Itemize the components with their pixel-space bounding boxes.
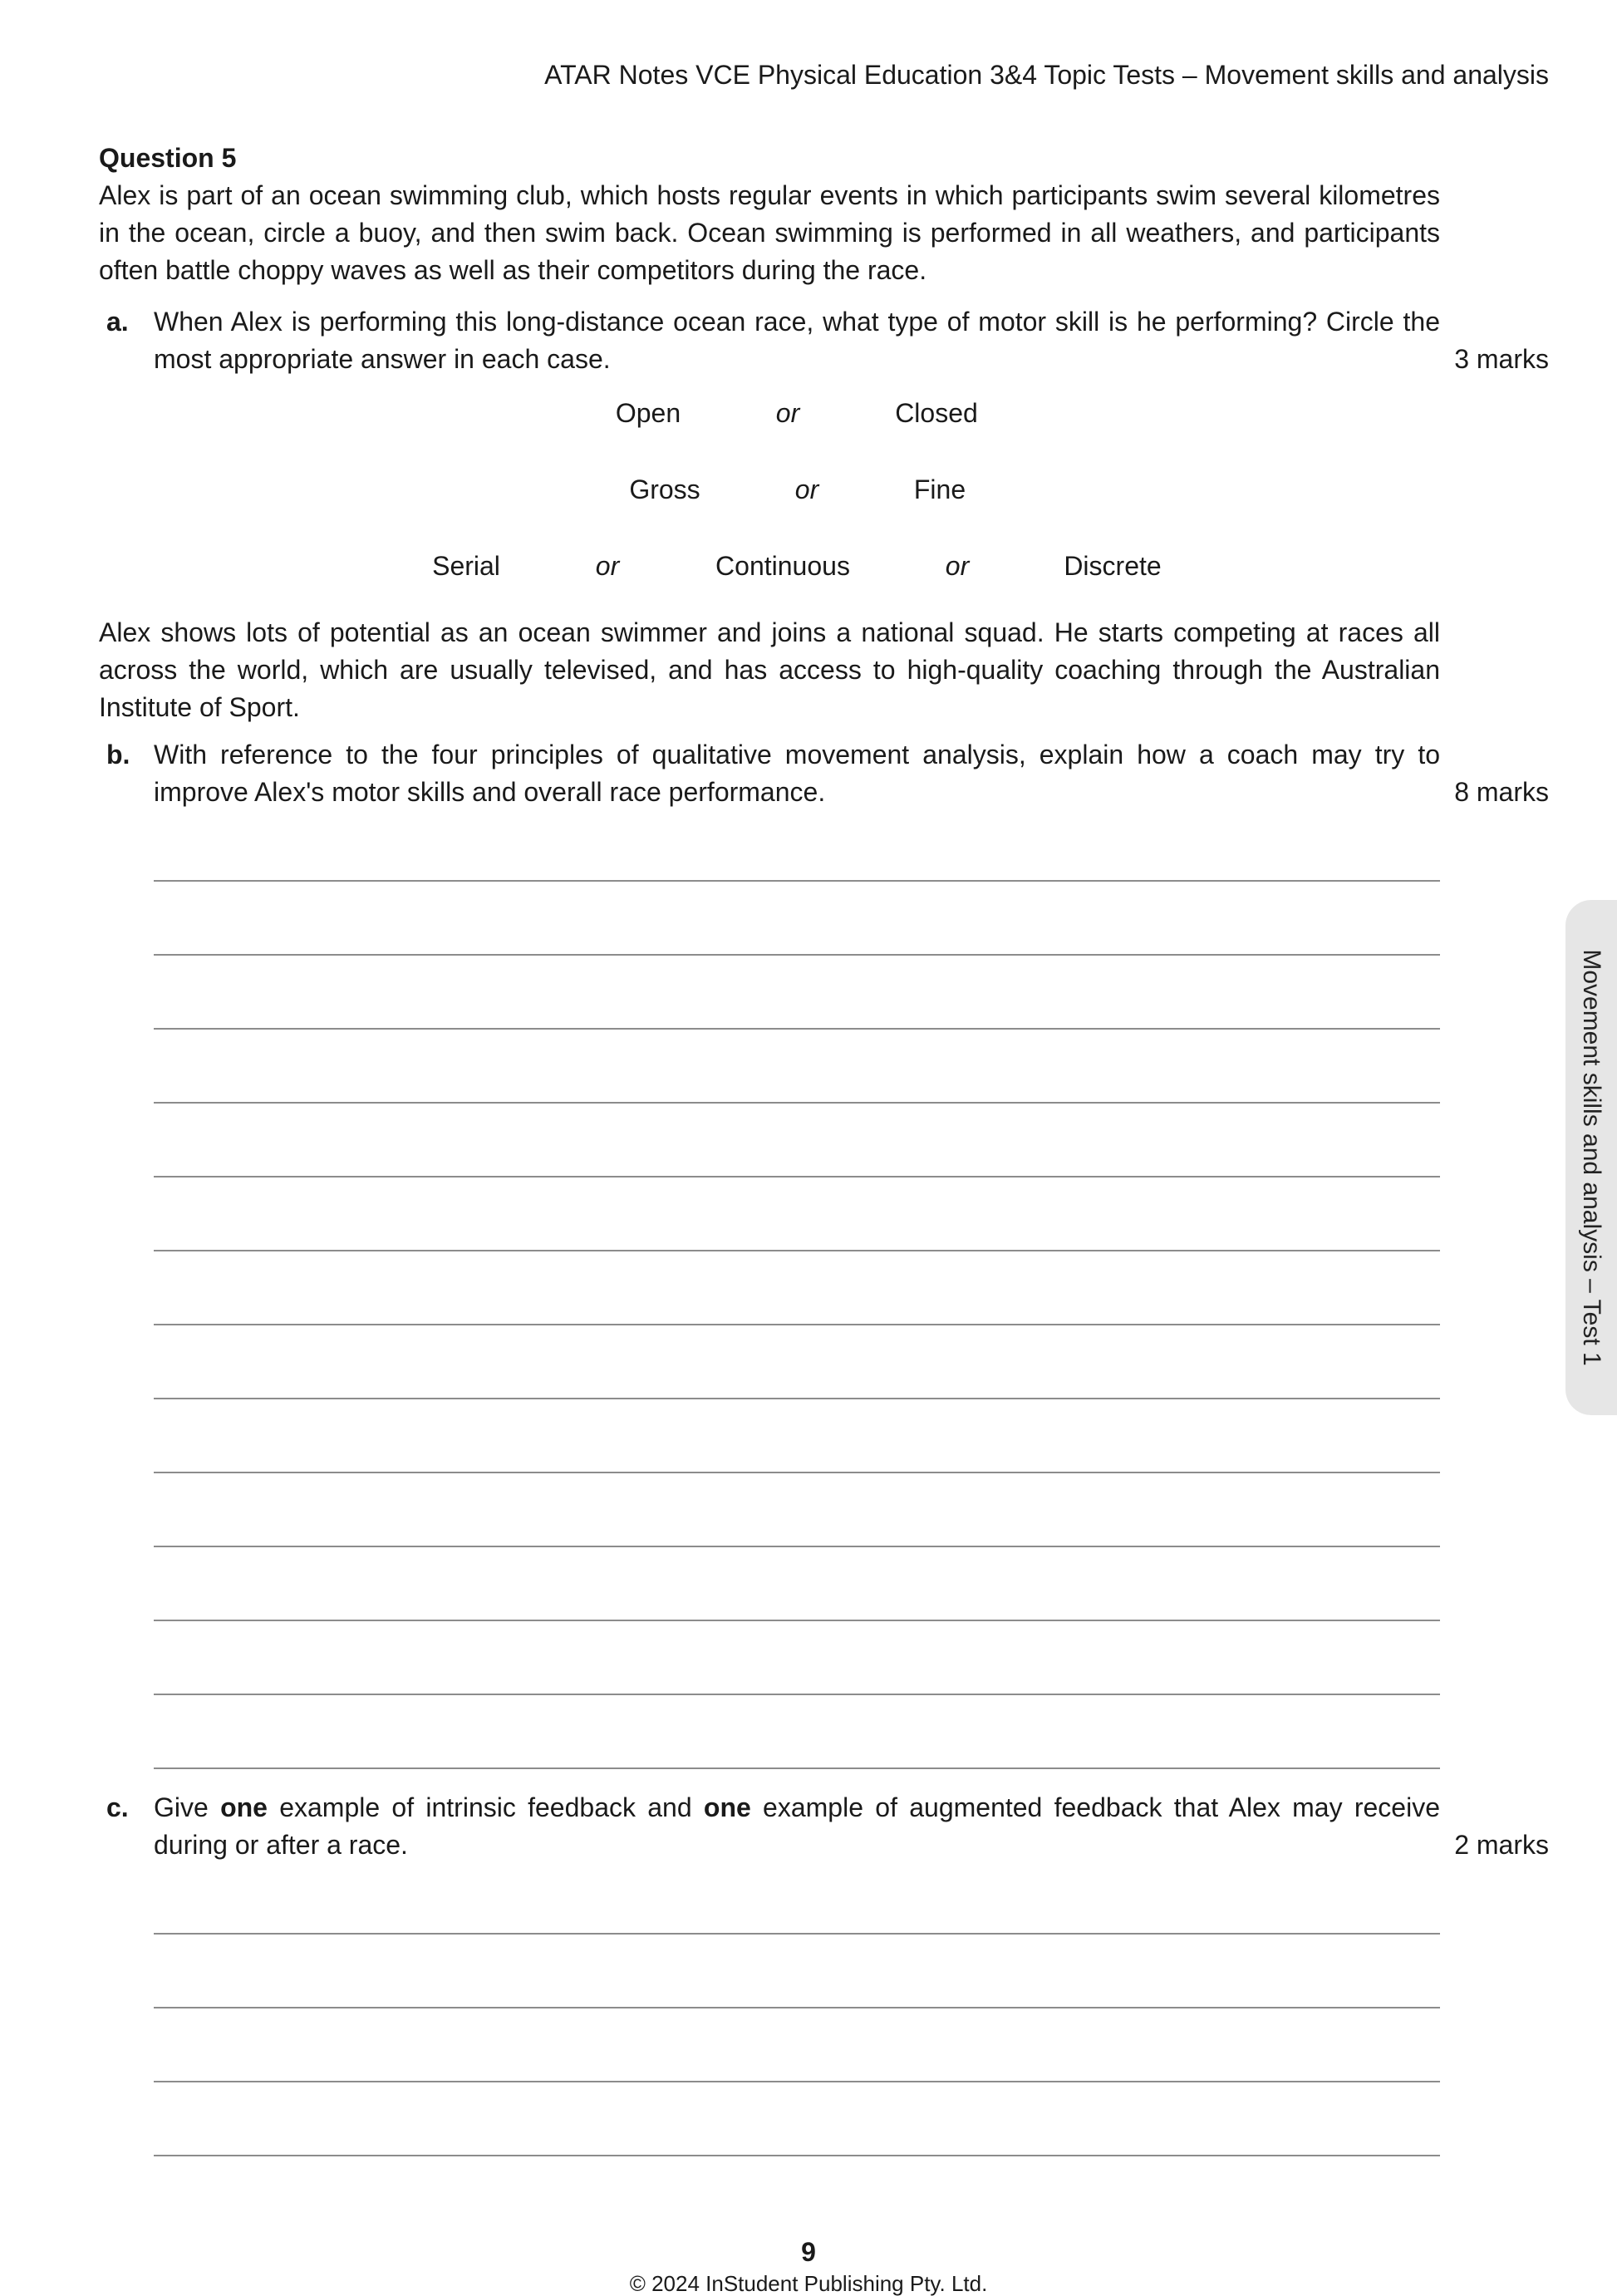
part-c-marks: 2 marks — [1454, 1830, 1549, 1860]
part-b-context: Alex shows lots of potential as an ocean swimmer and joins a national squad. He starts competing at races all across the world, which are usually televised, and has access to high-quality coaching through the Australian Institute of Sport. — [99, 617, 1440, 722]
answer-line[interactable] — [154, 1398, 1440, 1399]
part-a-label: a. — [106, 307, 129, 337]
answer-line[interactable] — [154, 2155, 1440, 2156]
answer-line[interactable] — [154, 1933, 1440, 1935]
part-a-marks: 3 marks — [1454, 344, 1549, 374]
section-side-tab — [1565, 900, 1617, 1415]
answer-line[interactable] — [154, 2007, 1440, 2008]
answer-line[interactable] — [154, 1176, 1440, 1177]
answer-line[interactable] — [154, 1102, 1440, 1104]
answer-line[interactable] — [154, 1694, 1440, 1695]
answer-line[interactable] — [154, 1472, 1440, 1473]
page-number: 9 — [801, 2237, 816, 2267]
option-or: or — [595, 551, 620, 581]
option-or: or — [794, 474, 819, 504]
part-c-label: c. — [106, 1792, 129, 1822]
option-or: or — [945, 551, 970, 581]
option-discrete[interactable]: Discrete — [1064, 551, 1162, 581]
part-a-text: When Alex is performing this long-distance ocean race, what type of motor skill is he performing? Circle the most appropriate answer in each case. — [154, 307, 1440, 374]
answer-line[interactable] — [154, 1250, 1440, 1251]
running-header: ATAR Notes VCE Physical Education 3&4 Topic Tests – Movement skills and analysis — [544, 60, 1549, 90]
option-open[interactable]: Open — [615, 398, 681, 428]
part-b-label: b. — [106, 740, 130, 769]
question-intro: Alex is part of an ocean swimming club, which hosts regular events in which participants swim several kilometres in the ocean, circle a buoy, and then swim back. Ocean swimming is performed in all weathers, and participants often battle choppy waves as well as their competitors during the race. — [99, 180, 1440, 285]
answer-line[interactable] — [154, 1546, 1440, 1547]
option-or: or — [775, 398, 800, 428]
answer-line[interactable] — [154, 1324, 1440, 1325]
answer-line[interactable] — [154, 2081, 1440, 2082]
part-b-text: With reference to the four principles of qualitative movement analysis, explain how a coach may try to improve Alex's motor skills and overall race performance. — [154, 740, 1440, 807]
answer-line[interactable] — [154, 1620, 1440, 1621]
answer-line[interactable] — [154, 1028, 1440, 1030]
part-b-marks: 8 marks — [1454, 777, 1549, 807]
option-continuous[interactable]: Continuous — [715, 551, 850, 581]
copyright-notice: © 2024 InStudent Publishing Pty. Ltd. — [629, 2271, 988, 2296]
option-gross[interactable]: Gross — [629, 474, 700, 504]
answer-line[interactable] — [154, 880, 1440, 882]
answer-line[interactable] — [154, 954, 1440, 956]
option-serial[interactable]: Serial — [432, 551, 500, 581]
side-tab-label: Movement skills and analysis – Test 1 — [1578, 949, 1605, 1366]
option-closed[interactable]: Closed — [895, 398, 978, 428]
question-title: Question 5 — [99, 143, 237, 173]
answer-line[interactable] — [154, 1767, 1440, 1769]
option-fine[interactable]: Fine — [913, 474, 966, 504]
part-c-text: Give one example of intrinsic feedback and one example of augmented feedback that Alex may receive during or after a race. — [154, 1792, 1441, 1860]
